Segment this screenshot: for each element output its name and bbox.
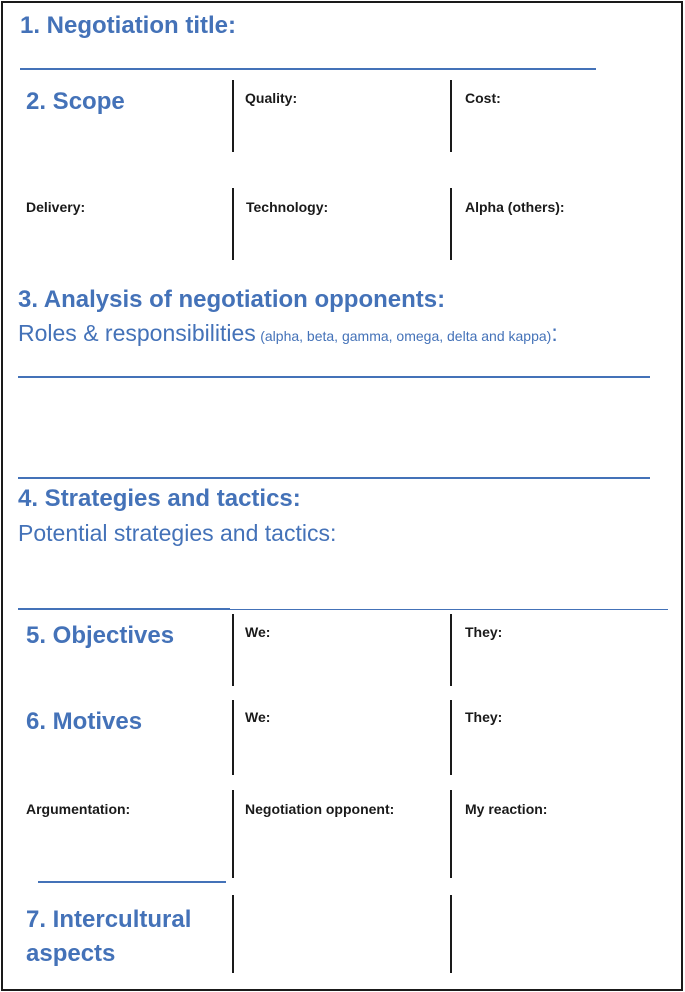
objectives-they-label: They: <box>465 624 503 640</box>
strategies-heading: 4. Strategies and tactics: <box>18 485 301 512</box>
intercultural-divider-2 <box>450 895 452 973</box>
intercultural-heading-line2: aspects <box>26 940 116 967</box>
objectives-we-label: We: <box>245 624 271 640</box>
negotiation-title-heading: 1. Negotiation title: <box>20 12 236 39</box>
argumentation-divider-1 <box>232 790 234 878</box>
intercultural-divider-1 <box>232 895 234 973</box>
roles-answer-line-1 <box>18 376 650 378</box>
scope-divider-4 <box>450 188 452 260</box>
objectives-divider-1 <box>232 614 234 686</box>
my-reaction-label: My reaction: <box>465 801 548 817</box>
argumentation-divider-2 <box>450 790 452 878</box>
delivery-label: Delivery: <box>26 199 86 215</box>
potential-strategies-label: Potential strategies and tactics: <box>18 520 337 546</box>
objectives-heading: 5. Objectives <box>26 622 175 649</box>
opponents-analysis-heading: 3. Analysis of negotiation opponents: <box>18 286 446 313</box>
negotiation-opponent-label: Negotiation opponent: <box>245 801 395 817</box>
scope-heading: 2. Scope <box>26 88 125 115</box>
motives-heading: 6. Motives <box>26 708 143 735</box>
roles-colon: : <box>551 320 558 346</box>
scope-divider-3 <box>232 188 234 260</box>
roles-responsibilities-line <box>18 320 558 347</box>
motives-we-label: We: <box>245 709 271 725</box>
negotiation-title-line <box>20 68 596 70</box>
roles-answer-line-2 <box>18 477 650 479</box>
strategies-line-accent <box>18 608 230 610</box>
cost-label: Cost: <box>465 90 501 106</box>
motives-divider-1 <box>232 700 234 775</box>
technology-label: Technology: <box>246 199 329 215</box>
roles-note: (alpha, beta, gamma, omega, delta and kappa) <box>260 328 552 344</box>
scope-divider-2 <box>450 80 452 152</box>
quality-label: Quality: <box>245 90 298 106</box>
intercultural-heading-line1: 7. Intercultural <box>26 906 192 933</box>
argumentation-underline <box>38 881 226 883</box>
alpha-others-label: Alpha (others): <box>465 199 565 215</box>
motives-divider-2 <box>450 700 452 775</box>
roles-responsibilities-label: Roles & responsibilities <box>18 320 256 346</box>
argumentation-label: Argumentation: <box>26 801 131 817</box>
scope-divider-1 <box>232 80 234 152</box>
motives-they-label: They: <box>465 709 503 725</box>
objectives-divider-2 <box>450 614 452 686</box>
